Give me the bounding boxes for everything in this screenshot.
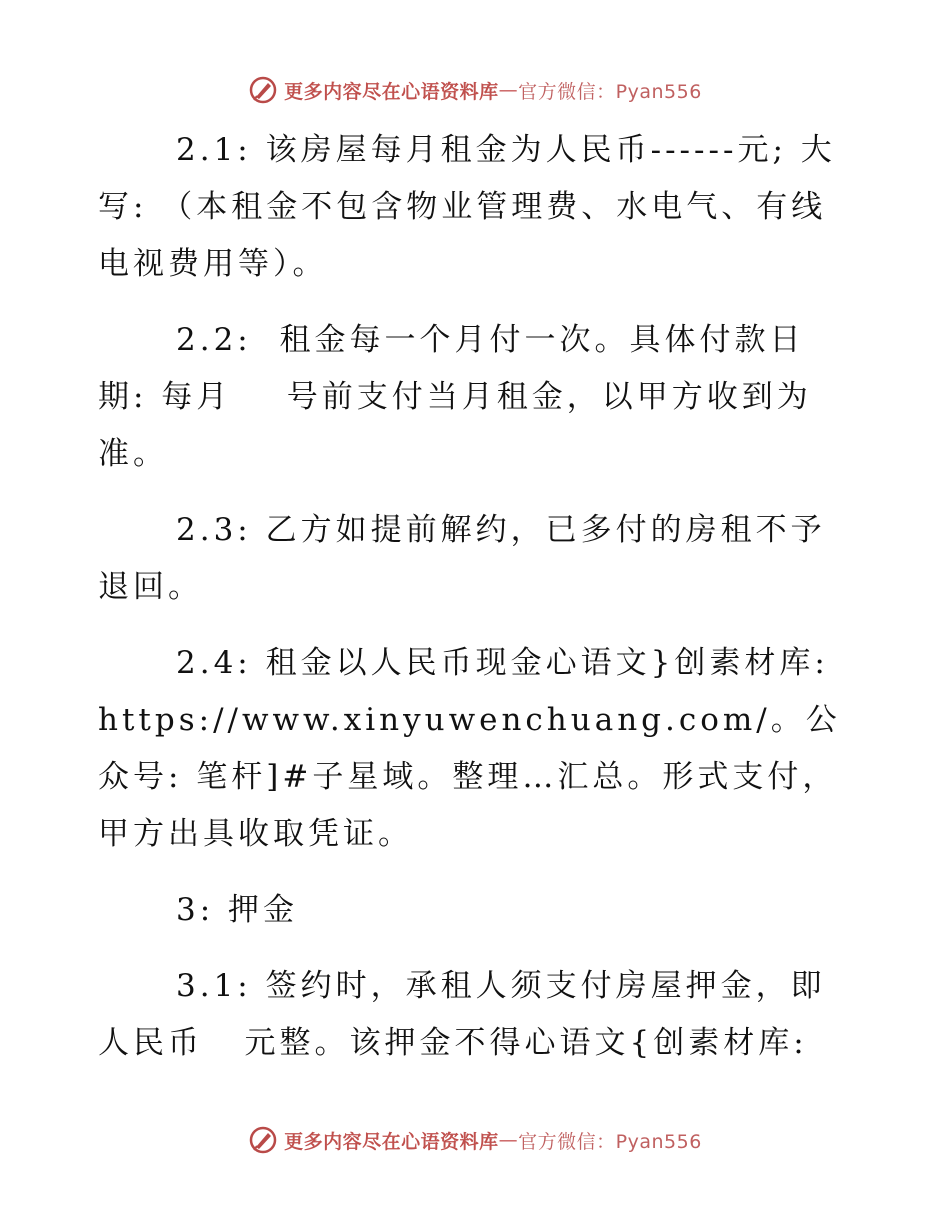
section-heading-3: 3: 押金 <box>176 892 299 928</box>
paragraph-2-2: 2.2: 租金每一个月付一次。具体付款日期: 每月 号前支付当月租金，以甲方收到为准。 <box>98 322 812 472</box>
banner-wechat-text: 官方微信：Pyan556 <box>518 80 702 103</box>
paragraph-2-1: 2.1: 该房屋每月租金为人民币------元; 大写: （本租金不包含物业管理费、水电气、有线电视费用等）。 <box>98 132 836 282</box>
banner-wechat-text: 官方微信：Pyan556 <box>518 1130 702 1153</box>
quill-logo-icon <box>248 1125 278 1155</box>
paragraph-3-1: 3.1: 签约时，承租人须支付房屋押金，即人民币 元整。该押金不得心语文{创素材库: <box>98 968 826 1061</box>
banner-brand-text: 更多内容尽在心语资料库 <box>284 1130 499 1153</box>
banner-separator: — <box>498 1129 519 1151</box>
header-watermark-banner <box>0 73 950 107</box>
document-body <box>98 122 850 1091</box>
banner-brand-text: 更多内容尽在心语资料库 <box>284 80 499 103</box>
paragraph-2-3: 2.3: 乙方如提前解约，已多付的房租不予退回。 <box>98 512 826 605</box>
footer-watermark-banner <box>0 1123 950 1157</box>
paragraph-2-4: 2.4: 租金以人民币现金心语文}创素材库: https://www.xinyuwenchuang.com/。公众号: 笔杆]#子星域。整理…汇总。形式支付，甲方出具收取凭证。 <box>98 645 841 852</box>
quill-logo-icon <box>248 75 278 105</box>
banner-separator: — <box>498 79 519 101</box>
